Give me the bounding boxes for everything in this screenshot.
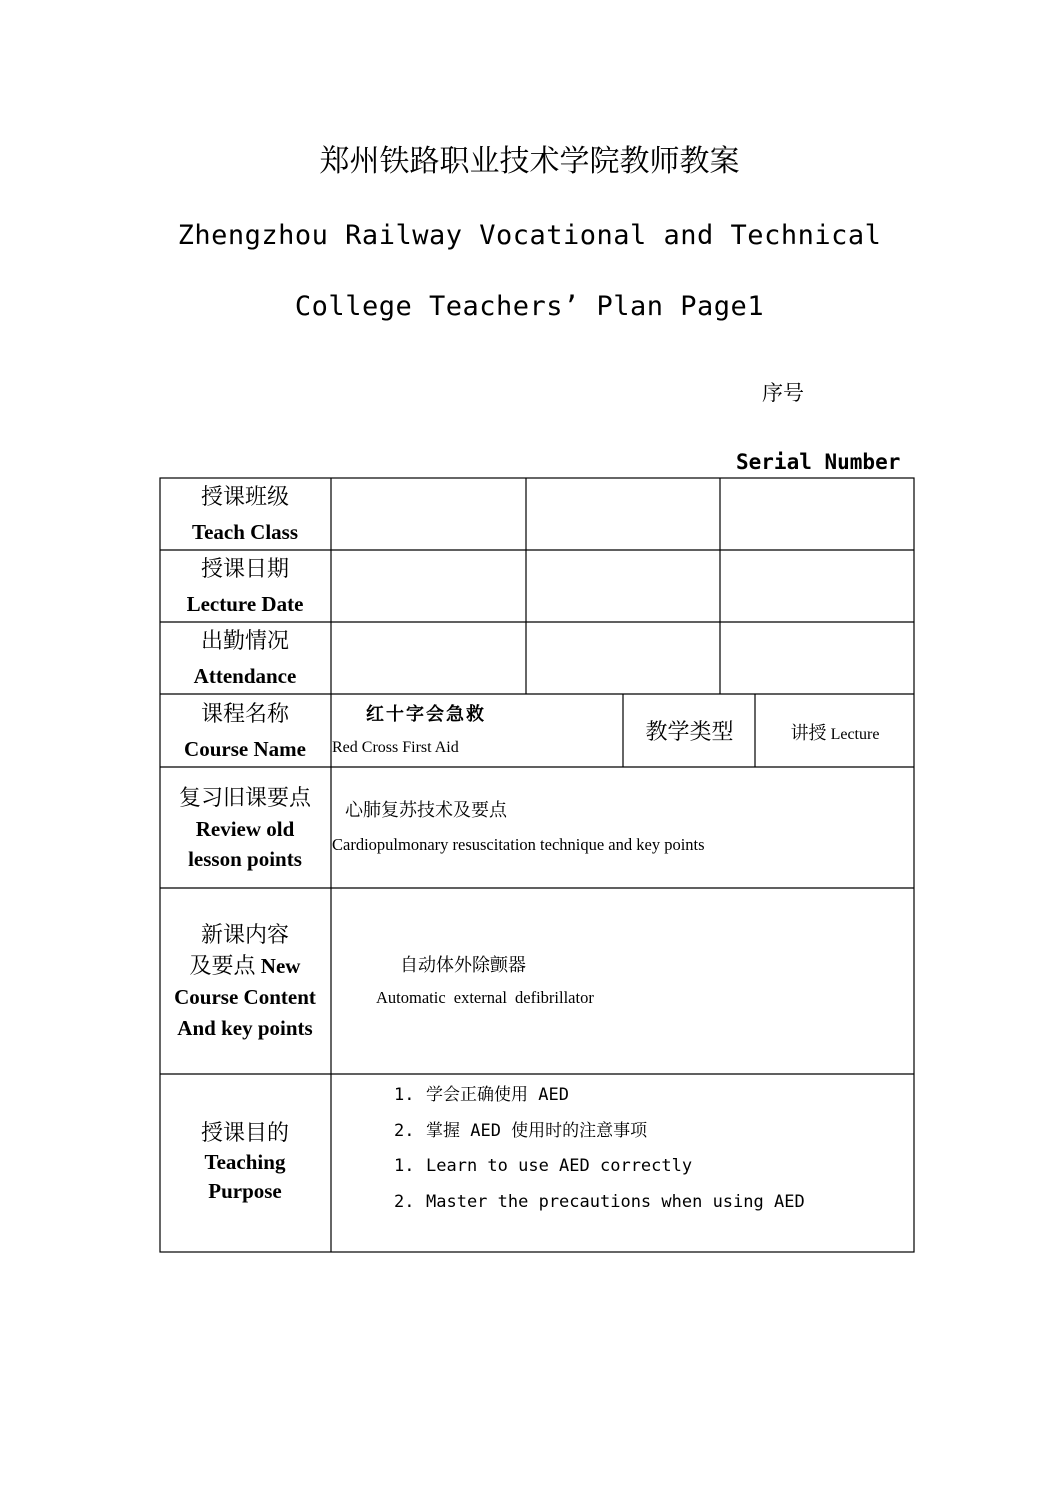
teaching-type-value	[756, 719, 914, 745]
label-review-en1: Review old	[195, 817, 295, 841]
label-attendance-en: Attendance	[193, 664, 297, 688]
purpose-item-number: 1.	[394, 1085, 415, 1105]
purpose-item	[394, 1185, 805, 1221]
label-teach-class-en: Teach Class	[192, 520, 298, 544]
purpose-item-number: 1.	[394, 1156, 415, 1176]
label-teach-class	[161, 481, 329, 549]
label-new-content-en-inline: New	[260, 954, 301, 978]
serial-label-cn: 序号	[762, 381, 804, 405]
label-new-content-cn1: 新课内容	[200, 923, 289, 948]
label-lecture-date-cn: 授课日期	[200, 557, 289, 582]
label-course-name-cn: 课程名称	[200, 702, 289, 727]
purpose-item-number: 2.	[394, 1120, 415, 1141]
label-attendance-cn: 出勤情况	[200, 629, 289, 654]
purpose-item-text: Master the precautions when using AED	[426, 1191, 805, 1212]
label-new-content-en1: Course Content	[174, 985, 316, 1009]
course-name-value-en: Red Cross First Aid	[332, 739, 459, 756]
label-purpose	[161, 1119, 329, 1206]
teaching-type-label: 教学类型	[645, 720, 734, 745]
purpose-item-text: 掌握 AED 使用时的注意事项	[426, 1120, 648, 1141]
document-title-cn: 郑州铁路职业技术学院教师教案	[319, 144, 740, 179]
label-lecture-date	[161, 553, 329, 621]
label-new-content-en2: And key points	[177, 1016, 313, 1040]
review-value-en: Cardiopulmonary resuscitation technique and key points	[332, 835, 705, 854]
label-course-name	[161, 697, 329, 767]
label-purpose-cn: 授课目的	[200, 1121, 289, 1146]
label-lecture-date-en: Lecture Date	[186, 592, 304, 616]
teaching-type-value-cn: 讲授	[790, 723, 827, 744]
label-purpose-en2: Purpose	[208, 1179, 282, 1203]
review-value-cn: 心肺复苏技术及要点	[345, 800, 507, 821]
label-course-name-en: Course Name	[184, 737, 306, 761]
purpose-item-text: 学会正确使用 AED	[426, 1085, 569, 1105]
new-content-value-en: Automatic external defibrillator	[376, 988, 594, 1007]
purpose-item-text: Learn to use AED correctly	[426, 1156, 693, 1176]
purpose-list	[394, 1078, 805, 1220]
label-new-content	[160, 920, 330, 1044]
label-review-cn: 复习旧课要点	[178, 786, 311, 811]
label-review	[161, 784, 329, 874]
purpose-item	[394, 1149, 805, 1185]
label-teach-class-cn: 授课班级	[200, 485, 289, 510]
new-content-value-cn: 自动体外除颤器	[400, 955, 526, 976]
label-attendance	[161, 625, 329, 693]
label-review-en2: lesson points	[188, 847, 302, 871]
document-title-en-line1: Zhengzhou Railway Vocational and Technical	[177, 220, 882, 251]
course-name-value-cn: 红十字会急救	[366, 704, 486, 725]
label-purpose-en1: Teaching	[204, 1150, 286, 1174]
purpose-item-number: 2.	[394, 1191, 415, 1212]
serial-label-en: Serial Number	[736, 450, 901, 474]
purpose-item	[394, 1078, 805, 1114]
teaching-type-value-en: Lecture	[830, 726, 880, 743]
label-new-content-cn2: 及要点	[189, 954, 256, 979]
purpose-item	[394, 1114, 805, 1150]
document-title-en-line2: College Teachers’ Plan Page1	[294, 291, 765, 322]
